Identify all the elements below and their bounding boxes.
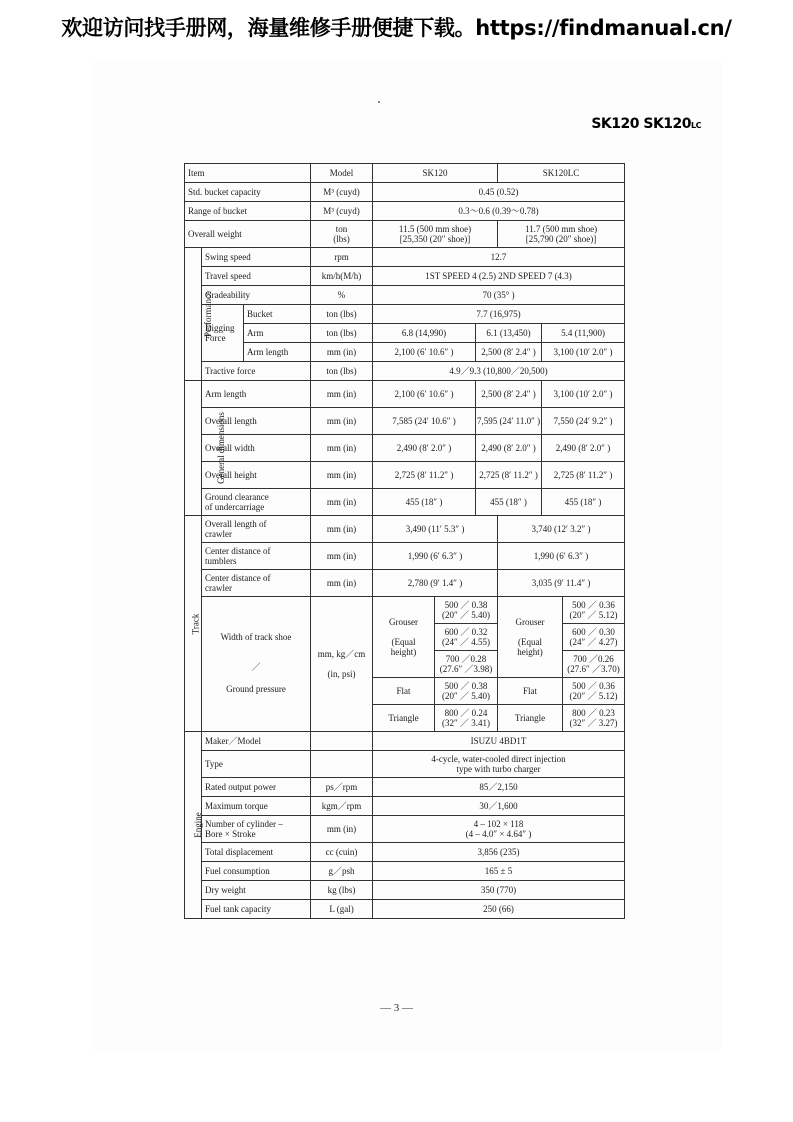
table-row: Total displacement cc (cuin) 3,856 (235) <box>185 843 625 862</box>
table-row: Overall weight ton (lbs) 11.5 (500 mm shoe) [25,350 (20″ shoe)] 11.7 (500 mm shoe) [25,790 (20″ shoe)] <box>185 221 625 248</box>
table-row: 700 ／0.28 (27.6″ ／3.98) 700 ／0.26 (27.6″ ／3.70) <box>185 651 625 678</box>
shoe-width-label: Width of track shoe ／ <box>202 597 311 678</box>
table-row: Fuel tank capacity L (gal) 250 (66) <box>185 900 625 919</box>
page-number: — 3 — <box>380 1002 413 1014</box>
table-row: Rated output power ps／rpm 85／2,150 <box>185 778 625 797</box>
table-row: Digging Force Bucket ton (lbs) 7.7 (16,975) <box>185 305 625 324</box>
table-row: Ground clearance of undercarriage mm (in) 455 (18″ ) 455 (18″ ) 455 (18″ ) <box>185 489 625 516</box>
section-general-dimensions: General dimensions <box>185 381 202 516</box>
table-row: Overall height mm (in) 2,725 (8′ 11.2″ ) 2,725 (8′ 11.2″ ) 2,725 (8′ 11.2″ ) <box>185 462 625 489</box>
table-row: Track Overall length of crawler mm (in) 3,490 (11′ 5.3″ ) 3,740 (12′ 3.2″ ) <box>185 516 625 543</box>
table-row: Gradeability % 70 (35° ) <box>185 286 625 305</box>
table-row: Maximum torque kgm／rpm 30／1,600 <box>185 797 625 816</box>
table-row: Overall width mm (in) 2,490 (8′ 2.0″ ) 2,490 (8′ 2.0″ ) 2,490 (8′ 2.0″ ) <box>185 435 625 462</box>
table-row: Fuel consumption g／psh 165 ± 5 <box>185 862 625 881</box>
model-heading: SK120 SK120LC <box>591 116 701 132</box>
section-performance: Performance <box>185 248 202 381</box>
table-row: Width of track shoe ／ mm, kg／cm (in, psi) Grouser (Equal height) 500 ／ 0.38 (20″ ／ 5.40) Grouser (Equal height) 500 ／ 0.36 (20″ ／ 5.12) <box>185 597 625 624</box>
table-row: Type 4-cycle, water-cooled direct injection type with turbo charger <box>185 751 625 778</box>
spec-table: Item Model SK120 SK120LC Std. bucket capacity M³ (cuyd) 0.45 (0.52) Range of bucket M³ (cuyd) 0.3～0.6 (0.39～0.78) Overall weight ton (lbs) 11.5 (500 mm shoe) [25,350 (20″ shoe)] 11.7 (500 mm shoe) [25,790 (20″ shoe)] Performance Swing speed rpm 12.7 Travel speed km/h(M/h) 1ST SPEED 4 (2.5) 2ND SPEED 7 (4.3) Gradeability % 70 (35° ) Digging Force Bucket ton (lbs) 7.7 (16,975) Arm ton (lbs) 6.8 (14,990) 6.1 (13,450) 5.4 (11,900) Arm length mm (in) 2,100 (6′ 10.6″ ) 2,500 (8′ 2.4″ ) 3,100 (10′ 2.0″ ) Tractive force ton (lbs) 4.9／9.3 (10,800／20,500) General dimensions Arm length mm (in) 2,100 (6′ 10.6″ ) 2,500 (8′ 2.4″ ) 3,100 (10′ 2.0″ ) Overall length mm (in) 7,585 (24′ 10.6″ ) 7,595 (24′ 11.0″ ) 7,550 (24′ 9.2″ ) Overall width mm (in) 2,490 (8′ 2.0″ ) 2,490 (8′ 2.0″ ) 2,490 (8′ 2.0″ ) Overall height mm (in) 2,725 (8′ 11.2″ ) 2,725 (8′ 11.2″ ) 2,725 (8′ 11.2″ ) Ground clearance of undercarriage mm (in) 455 (18″ ) 455 (18″ ) 455 (18″ ) Track Overall length of crawler mm (in) 3,490 (11′ 5.3″ ) 3,740 (12′ 3.2″ ) Center distance of tumblers mm (in) 1,990 (6′ 6.3″ ) 1,990 (6′ 6.3″ ) Center distance of crawler mm (in) 2,780 (9′ 1.4″ ) 3,035 (9′ 11.4″ ) Width of track shoe ／ mm, kg／cm (in, psi) Grouser (Equal height) 500 ／ 0.38 (20″ ／ 5.40) Grouser (Equal height) 500 ／ 0.36 (20″ ／ 5.12) 600 ／ 0.32 (24″ ／ 4.55) 600 ／ 0.30 (24″ ／ 4.27) 700 ／0.28 (27.6″ ／3.98) 700 ／0.26 (27.6″ ／3.70) Ground pressure Flat 500 ／ 0.38 (20″ ／ 5.40) Flat 500 ／ 0.36 (20″ ／ 5.12) Triangle 800 ／ 0.24 (32″ ／ 3.41) Triangle 800 ／ 0.23 (32″ ／ 3.27) Engine Maker／Model ISUZU 4BD1T Type 4-cycle, water-cooled direct injection type with turbo charger Rated output power ps／rpm 85／2,150 Maximum torque kgm／rpm 30／1,600 Number of cylinder – Bore × Stroke mm (in) 4 – 102 × 118 (4 – 4.0″ × 4.64″ ) Total displacement cc (cuin) 3,856 (235) Fuel consumption g／psh 165 ± 5 Dry weight kg (lbs) 350 (770) Fuel tank capacity L (gal) 250 (66) <box>184 163 625 919</box>
table-row: Engine Maker／Model ISUZU 4BD1T <box>185 732 625 751</box>
table-row: Range of bucket M³ (cuyd) 0.3～0.6 (0.39～0.78) <box>185 202 625 221</box>
table-row: Std. bucket capacity M³ (cuyd) 0.45 (0.52) <box>185 183 625 202</box>
table-row: Dry weight kg (lbs) 350 (770) <box>185 881 625 900</box>
table-header-row <box>185 164 625 183</box>
grouser-type: Grouser (Equal height) <box>373 597 435 678</box>
ground-pressure-label: Ground pressure <box>202 678 311 732</box>
table-row: Performance Swing speed rpm 12.7 <box>185 248 625 267</box>
table-row: 600 ／ 0.32 (24″ ／ 4.55) 600 ／ 0.30 (24″ ／ 4.27) <box>185 624 625 651</box>
table-row: Center distance of crawler mm (in) 2,780 (9′ 1.4″ ) 3,035 (9′ 11.4″ ) <box>185 570 625 597</box>
download-banner: 欢迎访问找手册网，海量维修手册便捷下载。https://findmanual.cn/ <box>61 16 732 40</box>
table-row: Tractive force ton (lbs) 4.9／9.3 (10,800／20,500) <box>185 362 625 381</box>
table-row: Travel speed km/h(M/h) 1ST SPEED 4 (2.5) 2ND SPEED 7 (4.3) <box>185 267 625 286</box>
table-row: Center distance of tumblers mm (in) 1,990 (6′ 6.3″ ) 1,990 (6′ 6.3″ ) <box>185 543 625 570</box>
shoe-unit: mm, kg／cm (in, psi) <box>311 597 373 732</box>
scan-speck <box>378 101 380 103</box>
model-header: Model <box>311 164 373 183</box>
table-row: General dimensions Arm length mm (in) 2,100 (6′ 10.6″ ) 2,500 (8′ 2.4″ ) 3,100 (10′ 2.0″ ) <box>185 381 625 408</box>
table-row: Overall length mm (in) 7,585 (24′ 10.6″ ) 7,595 (24′ 11.0″ ) 7,550 (24′ 9.2″ ) <box>185 408 625 435</box>
digging-force-label: Digging Force <box>202 305 244 362</box>
table-row: Arm length mm (in) 2,100 (6′ 10.6″ ) 2,500 (8′ 2.4″ ) 3,100 (10′ 2.0″ ) <box>185 343 625 362</box>
section-engine: Engine <box>185 732 202 919</box>
grouser-type-lc: Grouser (Equal height) <box>498 597 563 678</box>
sk120-header: SK120 <box>373 164 498 183</box>
item-header: Item <box>185 164 311 183</box>
table-row: Number of cylinder – Bore × Stroke mm (in) 4 – 102 × 118 (4 – 4.0″ × 4.64″ ) <box>185 816 625 843</box>
sk120lc-header: SK120LC <box>498 164 625 183</box>
table-row: Arm ton (lbs) 6.8 (14,990) 6.1 (13,450) 5.4 (11,900) <box>185 324 625 343</box>
section-track: Track <box>185 516 202 732</box>
